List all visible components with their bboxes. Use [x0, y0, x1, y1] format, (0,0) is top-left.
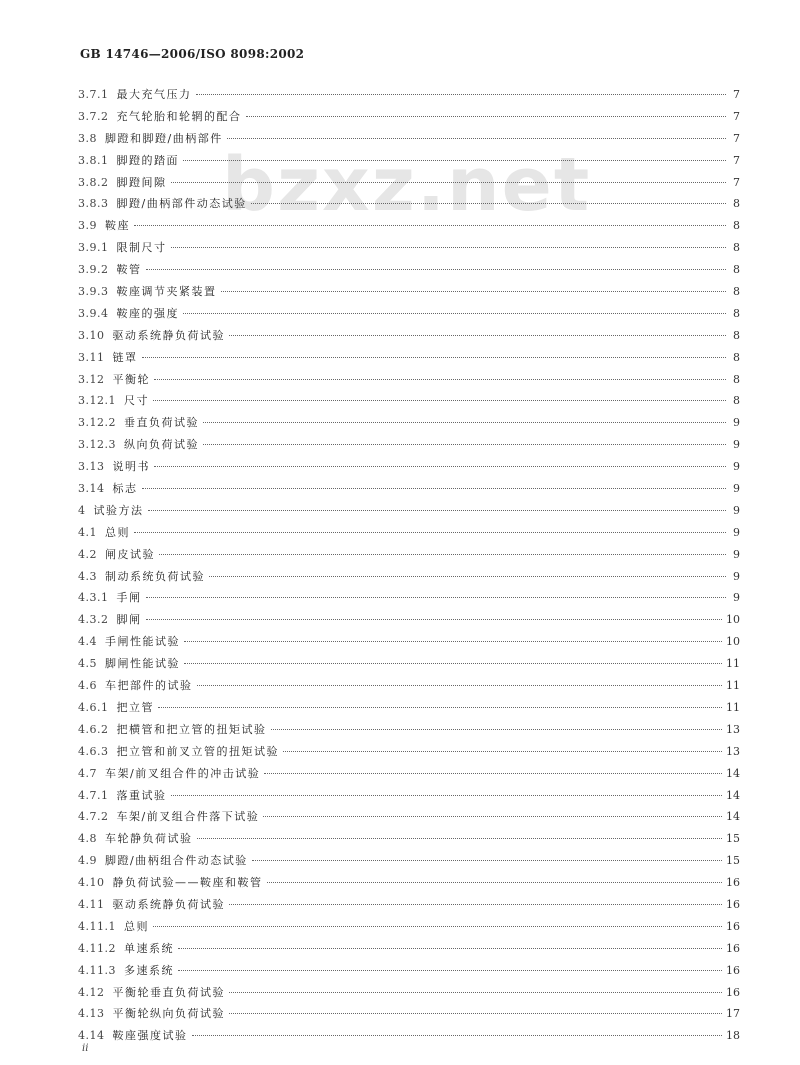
- toc-entry-page: 16: [726, 985, 740, 999]
- page-number: ii: [82, 1043, 89, 1054]
- dot-leader: [271, 729, 723, 730]
- toc-entry[interactable]: [78, 589, 740, 611]
- dot-leader: [159, 554, 726, 555]
- dot-leader: [209, 576, 726, 577]
- dot-leader: [196, 94, 727, 95]
- toc-entry-number: 4.7.1: [78, 788, 109, 802]
- toc-entry-page: 13: [726, 744, 740, 758]
- toc-entry[interactable]: [78, 874, 740, 896]
- toc-entry-number: 4.6: [78, 679, 97, 693]
- toc-entry-title: 鞍座强度试验: [112, 1029, 188, 1043]
- dot-leader: [142, 357, 727, 358]
- toc-entry-title: 标志: [112, 482, 138, 496]
- toc-entry-number: 3.12: [78, 372, 105, 386]
- toc-entry-title: 把横管和把立管的扭矩试验: [116, 722, 267, 736]
- dot-leader: [283, 751, 722, 752]
- table-of-contents: [78, 86, 740, 1049]
- toc-entry-title: 总则: [105, 525, 130, 539]
- toc-entry-number: 4.7.2: [78, 810, 109, 824]
- toc-entry-page: 8: [733, 219, 740, 233]
- toc-entry-number: 3.11: [78, 350, 105, 364]
- toc-entry[interactable]: [78, 655, 740, 677]
- toc-entry-title: 脚闸: [116, 613, 142, 627]
- toc-entry-title: 平衡轮纵向负荷试验: [112, 1007, 225, 1021]
- toc-entry-number: 4.3.1: [78, 591, 109, 605]
- toc-entry-title: 车轮静负荷试验: [105, 832, 193, 846]
- dot-leader: [197, 685, 723, 686]
- toc-entry[interactable]: [78, 392, 740, 414]
- toc-entry-title: 垂直负荷试验: [124, 416, 199, 430]
- toc-entry-page: 9: [733, 591, 740, 605]
- dot-leader: [146, 619, 723, 620]
- toc-entry-title: 闸皮试验: [105, 547, 155, 561]
- dot-leader: [154, 466, 726, 467]
- toc-entry-page: 15: [726, 832, 740, 846]
- toc-entry[interactable]: [78, 458, 740, 480]
- toc-entry-number: 3.9.2: [78, 263, 109, 277]
- toc-entry-page: 7: [733, 175, 740, 189]
- toc-entry-page: 14: [726, 788, 740, 802]
- toc-entry-title: 制动系统负荷试验: [105, 569, 205, 583]
- toc-entry-page: 14: [726, 766, 740, 780]
- toc-entry[interactable]: [78, 852, 740, 874]
- dot-leader: [158, 707, 722, 708]
- toc-entry-title: 落重试验: [116, 788, 167, 802]
- toc-entry-page: 9: [733, 482, 740, 496]
- toc-entry-page: 14: [726, 810, 740, 824]
- toc-entry-number: 4.14: [78, 1029, 105, 1043]
- toc-entry-title: 车架/前叉组合件的冲击试验: [105, 766, 261, 780]
- dot-leader: [184, 663, 722, 664]
- toc-entry-title: 把立管和前叉立管的扭矩试验: [116, 744, 279, 758]
- toc-entry-number: 4.5: [78, 657, 97, 671]
- toc-entry-page: 9: [733, 416, 740, 430]
- toc-entry-title: 车架/前叉组合件落下试验: [116, 810, 260, 824]
- toc-entry[interactable]: [78, 414, 740, 436]
- toc-entry[interactable]: [78, 546, 740, 568]
- dot-leader: [263, 816, 722, 817]
- toc-entry-page: 8: [733, 372, 740, 386]
- toc-entry-page: 10: [726, 613, 740, 627]
- toc-entry-page: 9: [733, 503, 740, 517]
- toc-entry-page: 8: [733, 350, 740, 364]
- toc-entry-title: 鞍座调节夹紧装置: [116, 285, 217, 299]
- toc-entry[interactable]: [78, 1027, 740, 1049]
- toc-entry[interactable]: [78, 677, 740, 699]
- toc-entry-page: 7: [733, 109, 740, 123]
- toc-entry-number: 4.3.2: [78, 613, 109, 627]
- toc-entry-number: 3.12.1: [78, 394, 116, 408]
- toc-entry-page: 8: [733, 394, 740, 408]
- toc-entry-number: 3.8: [78, 131, 97, 145]
- toc-entry-page: 16: [726, 963, 740, 977]
- dot-leader: [142, 488, 727, 489]
- watermark: bzxz.net: [222, 142, 592, 228]
- dot-leader: [146, 269, 727, 270]
- toc-entry-number: 3.10: [78, 328, 105, 342]
- toc-entry[interactable]: [78, 633, 740, 655]
- toc-entry-number: 3.8.1: [78, 153, 109, 167]
- toc-entry-title: 驱动系统静负荷试验: [112, 897, 225, 911]
- toc-entry-title: 车把部件的试验: [105, 679, 193, 693]
- dot-leader: [246, 116, 727, 117]
- toc-entry-number: 3.9.3: [78, 285, 109, 299]
- toc-entry-title: 脚蹬的踏面: [116, 153, 179, 167]
- toc-entry[interactable]: [78, 371, 740, 393]
- toc-entry[interactable]: [78, 940, 740, 962]
- toc-entry[interactable]: [78, 217, 740, 239]
- toc-entry[interactable]: [78, 699, 740, 721]
- toc-entry[interactable]: [78, 502, 740, 524]
- dot-leader: [171, 182, 727, 183]
- toc-entry-title: 鞍座: [105, 219, 130, 233]
- dot-leader: [203, 422, 726, 423]
- toc-entry-title: 手闸: [116, 591, 142, 605]
- toc-entry-number: 4.10: [78, 876, 105, 890]
- toc-entry[interactable]: [78, 787, 740, 809]
- toc-entry-number: 3.9: [78, 219, 97, 233]
- toc-entry-title: 尺寸: [124, 394, 149, 408]
- toc-entry-number: 4.11.2: [78, 941, 116, 955]
- toc-entry[interactable]: [78, 480, 740, 502]
- toc-entry-page: 17: [726, 1007, 740, 1021]
- toc-entry-number: 3.7.1: [78, 88, 109, 101]
- toc-entry-title: 脚蹬间隙: [116, 175, 167, 189]
- toc-entry-number: 4.7: [78, 766, 97, 780]
- toc-entry-number: 3.8.3: [78, 197, 109, 211]
- toc-entry-number: 4.1: [78, 525, 97, 539]
- dot-leader: [229, 992, 722, 993]
- toc-entry[interactable]: [78, 962, 740, 984]
- toc-entry-title: 鞍管: [116, 263, 142, 277]
- toc-entry-title: 静负荷试验——鞍座和鞍管: [112, 876, 263, 890]
- dot-leader: [154, 379, 726, 380]
- toc-entry-page: 18: [726, 1029, 740, 1043]
- toc-entry[interactable]: [78, 152, 740, 174]
- dot-leader: [252, 860, 722, 861]
- toc-entry[interactable]: [78, 918, 740, 940]
- toc-entry-page: 15: [726, 854, 740, 868]
- toc-entry-page: 9: [733, 460, 740, 474]
- dot-leader: [229, 1013, 722, 1014]
- toc-entry-number: 4.4: [78, 635, 97, 649]
- toc-entry-page: 8: [733, 285, 740, 299]
- toc-entry-number: 3.7.2: [78, 109, 109, 123]
- toc-entry-title: 试验方法: [93, 503, 144, 517]
- toc-entry-title: 纵向负荷试验: [124, 438, 199, 452]
- toc-entry[interactable]: [78, 743, 740, 765]
- toc-entry-title: 脚蹬/曲柄组合件动态试验: [105, 854, 248, 868]
- toc-entry-number: 3.9.1: [78, 241, 109, 255]
- toc-entry-title: 多速系统: [124, 963, 174, 977]
- dot-leader: [178, 948, 722, 949]
- dot-leader: [229, 904, 722, 905]
- toc-entry[interactable]: [78, 436, 740, 458]
- toc-entry[interactable]: [78, 174, 740, 196]
- toc-entry[interactable]: [78, 611, 740, 633]
- toc-entry-title: 脚蹬/曲柄部件动态试验: [116, 197, 247, 211]
- toc-entry-title: 充气轮胎和轮辋的配合: [116, 109, 242, 123]
- toc-entry-number: 4.12: [78, 985, 105, 999]
- toc-entry-page: 16: [726, 919, 740, 933]
- dot-leader: [267, 882, 723, 883]
- dot-leader: [183, 160, 726, 161]
- toc-entry[interactable]: [78, 305, 740, 327]
- toc-entry[interactable]: [78, 1005, 740, 1027]
- dot-leader: [171, 795, 723, 796]
- toc-entry-number: 4.2: [78, 547, 97, 561]
- toc-entry-page: 13: [726, 722, 740, 736]
- dot-leader: [197, 838, 723, 839]
- toc-entry-page: 9: [733, 438, 740, 452]
- toc-entry-title: 鞍座的强度: [116, 306, 179, 320]
- toc-entry[interactable]: [78, 261, 740, 283]
- toc-entry[interactable]: [78, 808, 740, 830]
- toc-entry-page: 16: [726, 876, 740, 890]
- toc-entry[interactable]: [78, 130, 740, 152]
- toc-entry-number: 3.12.3: [78, 438, 116, 452]
- toc-entry-number: 3.8.2: [78, 175, 109, 189]
- toc-entry-page: 8: [733, 306, 740, 320]
- toc-entry-title: 平衡轮: [112, 372, 150, 386]
- toc-entry[interactable]: [78, 86, 740, 108]
- toc-entry-page: 8: [733, 328, 740, 342]
- toc-entry-page: 9: [733, 569, 740, 583]
- toc-entry-number: 4: [78, 503, 86, 517]
- dot-leader: [227, 138, 726, 139]
- toc-entry[interactable]: [78, 239, 740, 261]
- toc-entry-title: 驱动系统静负荷试验: [112, 328, 225, 342]
- toc-entry-number: 4.13: [78, 1007, 105, 1021]
- toc-entry-title: 平衡轮垂直负荷试验: [112, 985, 225, 999]
- toc-entry-number: 4.3: [78, 569, 97, 583]
- toc-entry-page: 11: [726, 679, 740, 693]
- toc-entry[interactable]: [78, 524, 740, 546]
- toc-entry[interactable]: [78, 765, 740, 787]
- dot-leader: [221, 291, 727, 292]
- standard-header: GB 14746—2006/ISO 8098:2002: [80, 47, 305, 61]
- toc-entry-title: 链罩: [112, 350, 138, 364]
- toc-entry-page: 16: [726, 897, 740, 911]
- toc-entry-number: 3.12.2: [78, 416, 116, 430]
- toc-entry-page: 7: [733, 88, 740, 101]
- dot-leader: [148, 510, 727, 511]
- toc-entry-number: 3.9.4: [78, 306, 109, 320]
- toc-entry-title: 说明书: [112, 460, 150, 474]
- toc-entry[interactable]: [78, 568, 740, 590]
- toc-entry-page: 16: [726, 941, 740, 955]
- dot-leader: [184, 641, 722, 642]
- toc-entry-title: 最大充气压力: [116, 88, 192, 101]
- toc-entry-page: 8: [733, 263, 740, 277]
- toc-entry-number: 4.6.2: [78, 722, 109, 736]
- dot-leader: [203, 444, 726, 445]
- toc-entry[interactable]: [78, 108, 740, 130]
- toc-entry[interactable]: [78, 984, 740, 1006]
- toc-entry-page: 7: [733, 131, 740, 145]
- toc-entry-number: 4.8: [78, 832, 97, 846]
- toc-entry-title: 限制尺寸: [116, 241, 167, 255]
- toc-entry-number: 4.6.3: [78, 744, 109, 758]
- toc-entry-number: 4.9: [78, 854, 97, 868]
- toc-entry[interactable]: [78, 349, 740, 371]
- dot-leader: [134, 532, 726, 533]
- toc-entry[interactable]: [78, 195, 740, 217]
- toc-entry-page: 9: [733, 547, 740, 561]
- dot-leader: [183, 313, 726, 314]
- dot-leader: [229, 335, 726, 336]
- toc-entry-page: 9: [733, 525, 740, 539]
- toc-entry-page: 11: [726, 700, 740, 714]
- toc-entry-number: 4.11.1: [78, 919, 116, 933]
- toc-entry-page: 8: [733, 197, 740, 211]
- toc-entry-title: 手闸性能试验: [105, 635, 180, 649]
- toc-entry-page: 11: [726, 657, 740, 671]
- toc-entry[interactable]: [78, 327, 740, 349]
- toc-entry-title: 总则: [124, 919, 149, 933]
- dot-leader: [178, 970, 722, 971]
- toc-entry-number: 4.11: [78, 897, 105, 911]
- dot-leader: [153, 400, 726, 401]
- toc-entry[interactable]: [78, 830, 740, 852]
- dot-leader: [146, 597, 727, 598]
- toc-entry-page: 7: [733, 153, 740, 167]
- toc-entry[interactable]: [78, 896, 740, 918]
- toc-entry-page: 8: [733, 241, 740, 255]
- toc-entry-number: 4.6.1: [78, 700, 109, 714]
- toc-entry-number: 4.11.3: [78, 963, 116, 977]
- dot-leader: [251, 203, 726, 204]
- toc-entry[interactable]: [78, 283, 740, 305]
- toc-entry-title: 把立管: [116, 700, 154, 714]
- dot-leader: [264, 773, 722, 774]
- dot-leader: [192, 1035, 723, 1036]
- toc-entry-title: 单速系统: [124, 941, 174, 955]
- toc-entry-title: 脚蹬和脚蹬/曲柄部件: [105, 131, 223, 145]
- dot-leader: [134, 225, 726, 226]
- toc-entry-number: 3.14: [78, 482, 105, 496]
- toc-entry[interactable]: [78, 721, 740, 743]
- dot-leader: [153, 926, 722, 927]
- dot-leader: [171, 247, 727, 248]
- toc-entry-page: 10: [726, 635, 740, 649]
- toc-entry-title: 脚闸性能试验: [105, 657, 180, 671]
- toc-entry-number: 3.13: [78, 460, 105, 474]
